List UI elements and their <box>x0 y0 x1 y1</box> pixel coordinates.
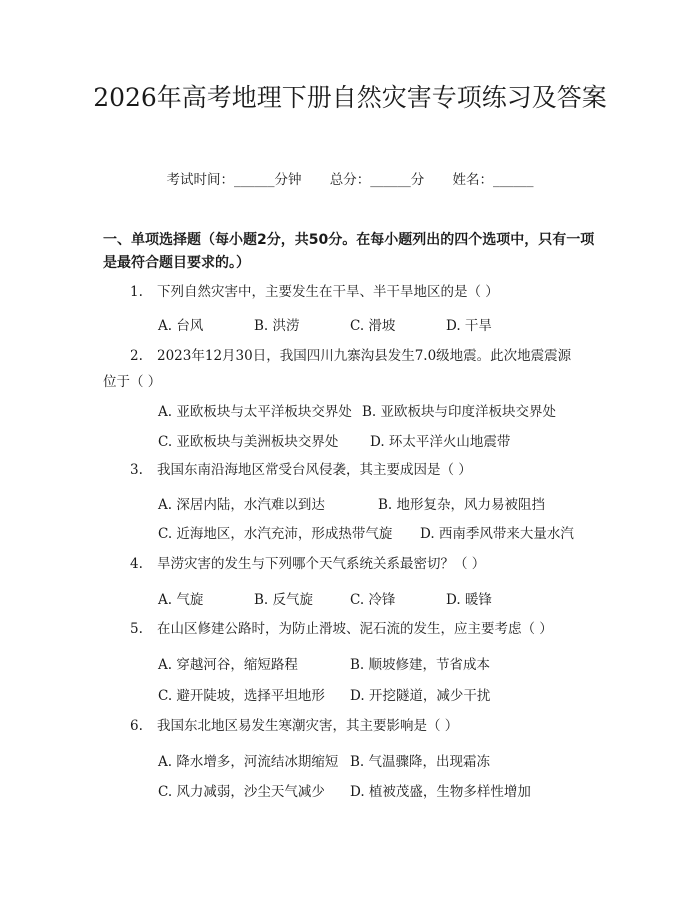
option-a: A. 穿越河谷，缩短路程 <box>158 657 298 673</box>
option-a: A. 降水增多，河流结冰期缩短 <box>158 754 339 770</box>
question-1 <box>103 279 603 305</box>
option-d: D. 暖锋 <box>446 592 492 608</box>
option-c: C. 避开陡坡，选择平坦地形 <box>158 688 325 704</box>
question-number: 3. <box>130 462 143 478</box>
question-stem: 旱涝灾害的发生与下列哪个天气系统关系最密切？（ ） <box>157 556 486 572</box>
question-stem: 我国东北地区易发生寒潮灾害，其主要影响是（ ） <box>157 718 459 734</box>
question-3 <box>103 457 603 483</box>
exam-title: 2026年高考地理下册自然灾害专项练习及答案 <box>93 83 607 112</box>
option-d: D. 植被茂盛，生物多样性增加 <box>350 784 531 800</box>
question-6 <box>103 713 603 739</box>
option-a: A. 气旋 <box>158 592 204 608</box>
option-d: D. 西南季风带来大量水汽 <box>420 526 574 542</box>
question-stem: 下列自然灾害中，主要发生在干旱、半干旱地区的是（ ） <box>157 284 499 300</box>
exam-info-line <box>0 168 700 188</box>
question-number: 1. <box>130 284 143 300</box>
question-number: 4. <box>130 556 143 572</box>
option-c: C. 滑坡 <box>350 318 396 334</box>
option-c: C. 冷锋 <box>350 592 396 608</box>
option-d: D. 干旱 <box>446 318 492 334</box>
option-b: B. 洪涝 <box>254 318 300 334</box>
section-heading: 一、单项选择题（每小题2分，共50分。在每小题列出的四个选项中，只有一项是最符合题目要求的。） <box>103 232 595 271</box>
question-2 <box>103 343 603 395</box>
option-c: C. 亚欧板块与美洲板块交界处 <box>158 434 339 450</box>
option-b: B. 地形复杂，风力易被阻挡 <box>378 497 546 513</box>
exam-score: 总分：______分 <box>329 172 425 188</box>
option-c: C. 风力减弱，沙尘天气减少 <box>158 784 325 800</box>
option-b: B. 反气旋 <box>254 592 314 608</box>
question-5 <box>103 616 603 642</box>
option-d: D. 环太平洋火山地震带 <box>370 434 511 450</box>
option-b: B. 顺坡修建，节省成本 <box>350 657 491 673</box>
question-stem-continued: 位于（ ） <box>103 374 162 390</box>
option-a: A. 台风 <box>158 318 204 334</box>
question-4 <box>103 551 603 577</box>
question-number: 5. <box>130 621 143 637</box>
option-a: A. 深居内陆，水汽难以到达 <box>158 497 325 513</box>
option-a: A. 亚欧板块与太平洋板块交界处 <box>158 404 352 420</box>
question-stem: 我国东南沿海地区常受台风侵袭，其主要成因是（ ） <box>157 462 472 478</box>
question-stem: 在山区修建公路时，为防止滑坡、泥石流的发生，应主要考虑（ ） <box>157 621 553 637</box>
option-c: C. 近海地区，水汽充沛，形成热带气旋 <box>158 526 393 542</box>
exam-time: 考试时间：______分钟 <box>166 172 302 188</box>
exam-name: 姓名：______ <box>452 172 534 188</box>
question-number: 6. <box>130 718 143 734</box>
question-number: 2. <box>130 348 143 364</box>
question-stem: 2023年12月30日，我国四川九寨沟县发生7.0级地震。此次地震震源 <box>157 348 572 364</box>
option-b: B. 亚欧板块与印度洋板块交界处 <box>362 404 557 420</box>
option-d: D. 开挖隧道，减少干扰 <box>350 688 491 704</box>
option-b: B. 气温骤降，出现霜冻 <box>350 754 491 770</box>
